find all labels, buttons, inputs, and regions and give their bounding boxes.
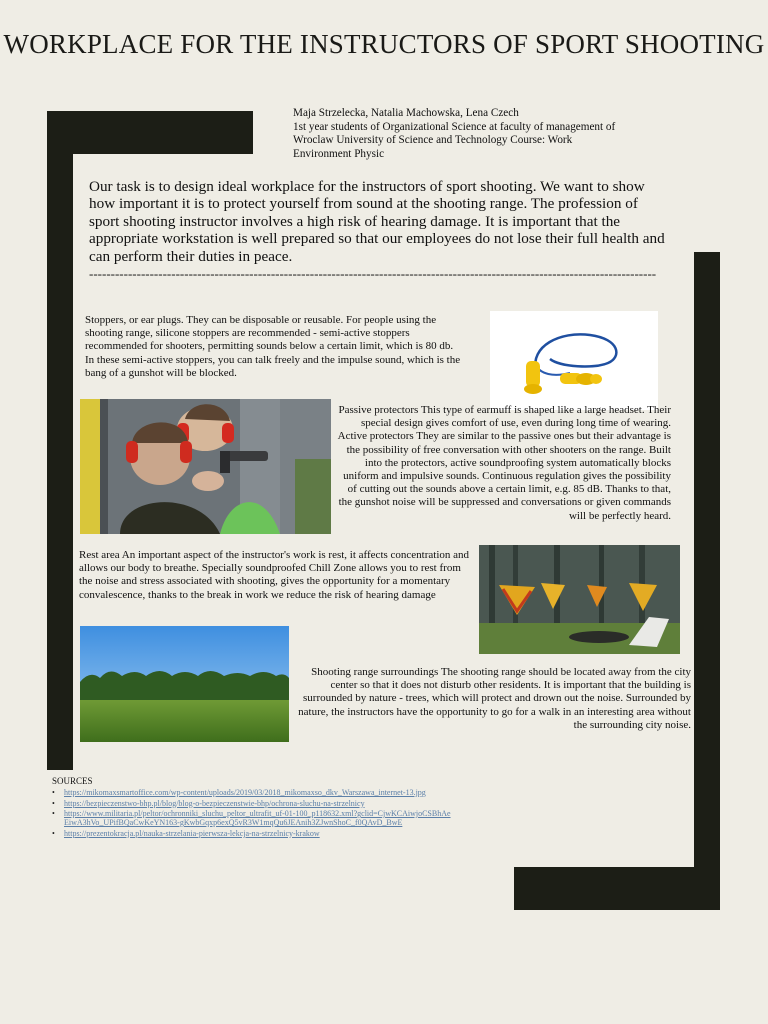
chill-zone-photo <box>479 545 680 654</box>
list-item <box>52 788 452 797</box>
frame-bottom-bar <box>514 867 720 910</box>
list-item <box>52 799 452 808</box>
source-link[interactable]: https://bezpieczenstwo-bhp.pl/blog/blog-o-bezpieczenstwie-bhp/ochrona-sluchu-na-strzelnicy <box>64 798 365 808</box>
intro-paragraph: Our task is to design ideal workplace for the instructors of sport shooting. We want to show how important it is to protect yourself from sound at the shooting range. The profession of sport shooting instructor involves a high risk of hearing damage. It is important that the appropriate workstation is well prepared so that our employees do not lose their full health and can perform their duties in peace. <box>89 178 665 265</box>
page-title: WORKPLACE FOR THE INSTRUCTORS OF SPORT SHOOTING <box>3 29 765 59</box>
protectors-paragraph: Passive protectors This type of earmuff is shaped like a large headset. Their special design gives comfort of use, even during long time of wearing. Active protectors They are similar to the passive ones but their advantage is the possibility of free conversation with other shooters on the range. Built into the protectors, active soundproofing system automatically blocks uniform and impulsive sounds. Continuous regulation gives the possibility of cutting out the sounds above a certain limit, e.g. 85 dB. Thanks to that, the gunshot noise will be suppressed and conversations or given commands will be perfectly heard. <box>337 404 671 522</box>
source-link[interactable]: https://prezentokracja.pl/nauka-strzelania-pierwsza-lekcja-na-strzelnicy-krakow <box>64 828 320 838</box>
authors-names: Maja Strzelecka, Natalia Machowska, Lena Czech <box>293 107 519 119</box>
list-item <box>52 809 452 827</box>
frame-top-bar <box>47 111 253 154</box>
bullet-icon: • <box>52 798 55 808</box>
bullet-icon: • <box>52 828 55 838</box>
shooting-instructor-photo <box>80 399 331 534</box>
sources-section <box>52 776 452 839</box>
sources-list <box>52 788 452 838</box>
authors-block <box>293 107 683 161</box>
source-link[interactable]: https://www.militaria.pl/peltor/ochronniki_sluchu_peltor_ultrafit_uf-01-100_p118632.xml?gclid=CjwKCAiwjoCSBhAeEiwA3hVo_UPifBQaCwKeYN163-gKwbGqxp6exQ5vR3W1mqQu6JEAnih3ZJwnShoC_f0QAvD_BwE <box>64 809 451 827</box>
surroundings-paragraph: Shooting range surroundings The shooting range should be located away from the city center so that it does not disturb other residents. It is important that the building is surrounded by nature - trees, which will protect and drown out the noise. Surrounded by nature, the instructors have the opportunity to go for a walk in an interesting area without the surrounding city noise. <box>298 666 691 731</box>
authors-university: Wroclaw University of Science and Technology Course: Work <box>293 134 573 147</box>
authors-course: Environment Physic <box>293 147 385 160</box>
nature-field-photo <box>80 626 289 742</box>
bullet-icon: • <box>52 809 55 818</box>
frame-left-bar <box>47 111 73 770</box>
rest-area-paragraph: Rest area An important aspect of the instructor's work is rest, it affects concentration and allows our body to breathe. Specially soundproofed Chill Zone allows you to rest from the noise and stress associated with shooting, gives the opportunity for a momentary convalescence, thanks to the break in work we reduce the risk of hearing damage <box>79 549 470 601</box>
authors-affiliation: 1st year students of Organizational Science at faculty of management of <box>293 120 616 133</box>
earplugs-image <box>490 311 658 410</box>
source-link[interactable]: https://mikomaxsmartoffice.com/wp-content/uploads/2019/03/2018_mikomaxso_dkv_Warszawa_internet-13.jpg <box>64 788 426 797</box>
list-item <box>52 829 452 838</box>
sources-heading: SOURCES <box>52 776 93 786</box>
stoppers-paragraph: Stoppers, or ear plugs. They can be disposable or reusable. For people using the shooting range, silicone stoppers are recommended - semi-active stoppers recommended for shooters, permitting sounds below a certain limit, which is 80 db. In these semi-active stoppers, you can talk freely and the impulse sound, which is the bang of a gunshot will be blocked. <box>85 314 461 379</box>
dashed-divider: ----------------------------------------------------------------------------------------------------------------------------------- <box>89 266 657 281</box>
frame-right-bar <box>694 252 720 910</box>
bullet-icon: • <box>52 788 55 797</box>
